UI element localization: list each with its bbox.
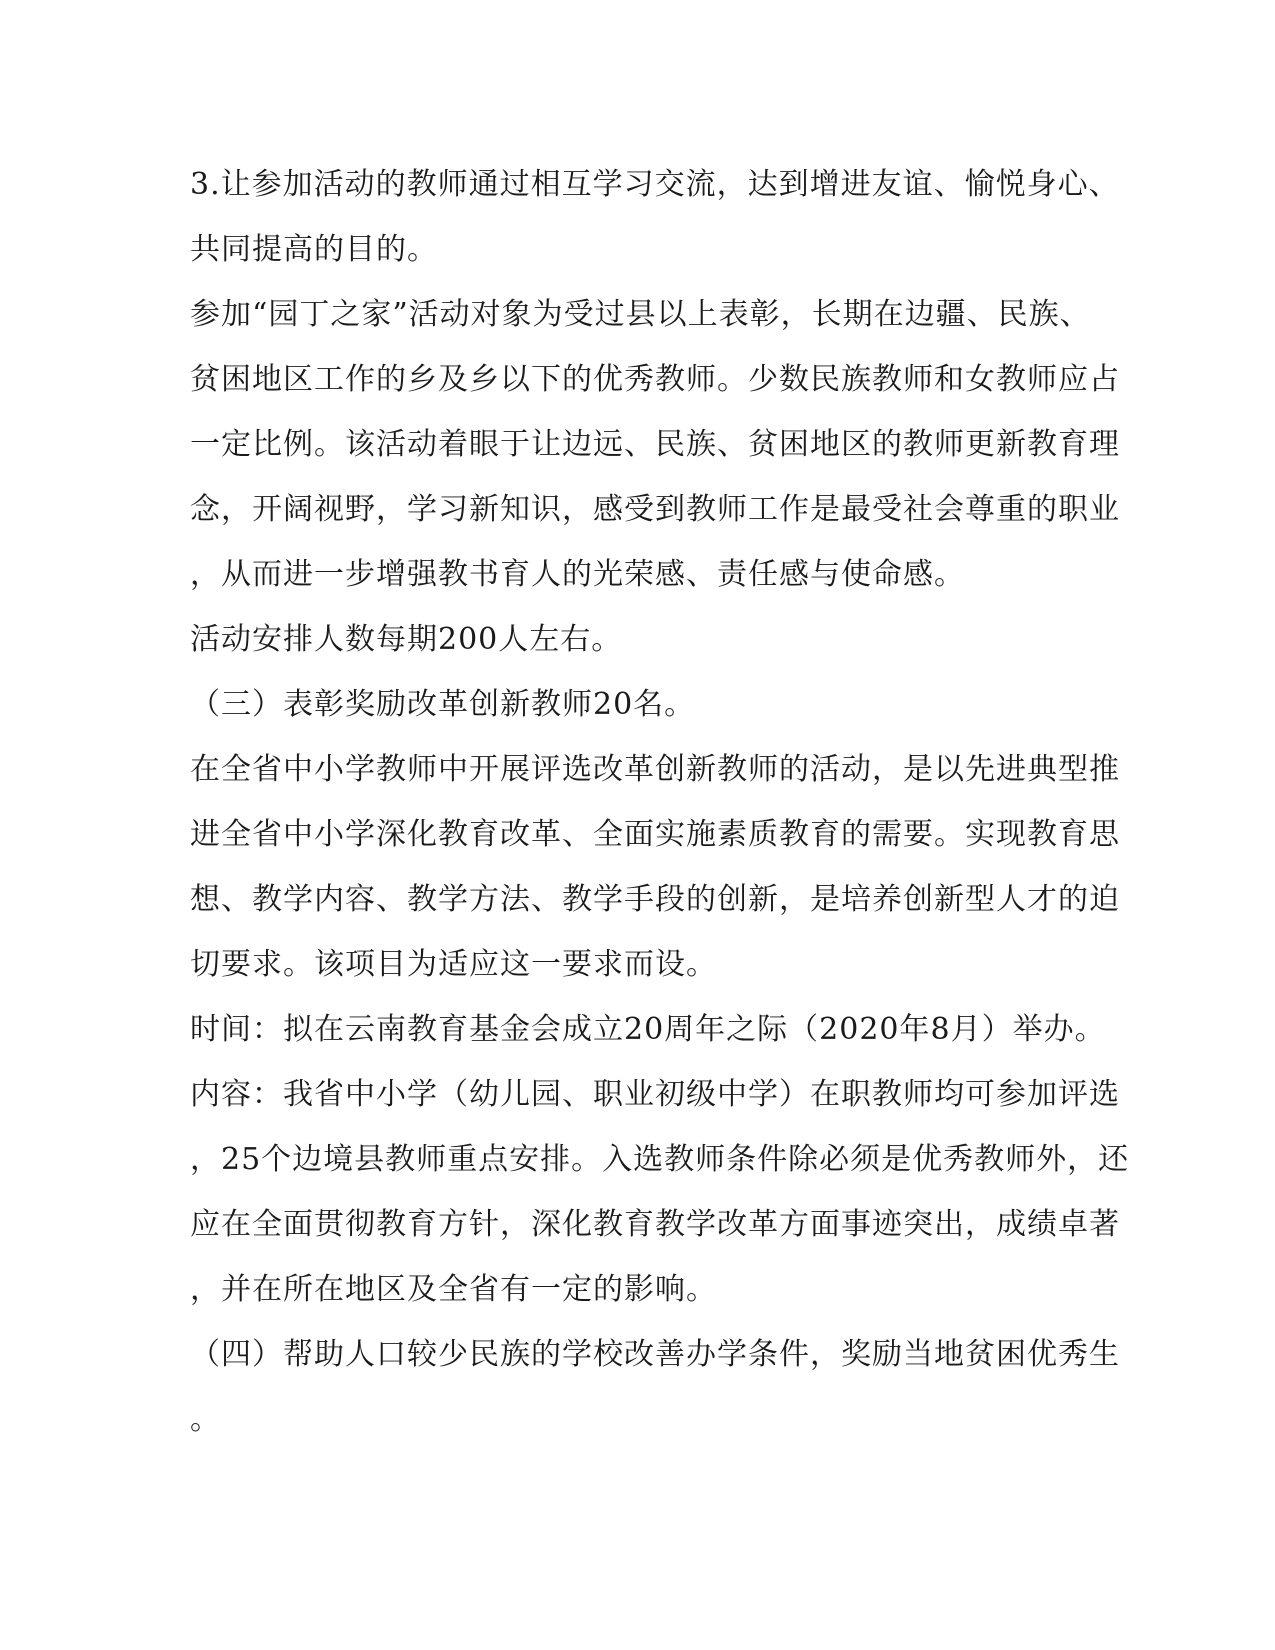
text-line: 3.让参加活动的教师通过相互学习交流，达到增进友谊、愉悦身心、 [190, 167, 1120, 202]
text-line: ，从而进一步增强教书育人的光荣感、责任感与使命感。 [190, 557, 965, 592]
text-line: （四）帮助人口较少民族的学校改善办学条件，奖励当地贫困优秀生 [190, 1337, 1120, 1372]
text-line: 。 [190, 1402, 221, 1437]
text-line: 一定比例。该活动着眼于让边远、民族、贫困地区的教师更新教育理 [190, 427, 1120, 462]
text-line: 进全省中小学深化教育改革、全面实施素质教育的需要。实现教育思 [190, 817, 1120, 852]
text-line: 念，开阔视野，学习新知识，感受到教师工作是最受社会尊重的职业 [190, 492, 1120, 527]
text-line: 活动安排人数每期200人左右。 [190, 622, 623, 657]
text-line: 切要求。该项目为适应这一要求而设。 [190, 947, 717, 982]
text-line: 共同提高的目的。 [190, 232, 438, 267]
text-line: 贫困地区工作的乡及乡以下的优秀教师。少数民族教师和女教师应占 [190, 362, 1120, 397]
text-line: 内容：我省中小学（幼儿园、职业初级中学）在职教师均可参加评选 [190, 1077, 1120, 1112]
text-line: 想、教学内容、教学方法、教学手段的创新，是培养创新型人才的迫 [190, 882, 1120, 917]
text-line: ，25个边境县教师重点安排。入选教师条件除必须是优秀教师外，还 [190, 1142, 1130, 1177]
text-line: 应在全面贯彻教育方针，深化教育教学改革方面事迹突出，成绩卓著 [190, 1207, 1120, 1242]
text-line: 在全省中小学教师中开展评选改革创新教师的活动，是以先进典型推 [190, 752, 1120, 787]
text-line: 时间：拟在云南教育基金会成立20周年之际（2020年8月）举办。 [190, 1012, 1106, 1047]
text-line: 参加“园丁之家”活动对象为受过县以上表彰，长期在边疆、民族、 [190, 297, 1091, 332]
text-line: ，并在所在地区及全省有一定的影响。 [190, 1272, 717, 1307]
text-line: （三）表彰奖励改革创新教师20名。 [190, 687, 696, 722]
document-body [190, 152, 1130, 1452]
